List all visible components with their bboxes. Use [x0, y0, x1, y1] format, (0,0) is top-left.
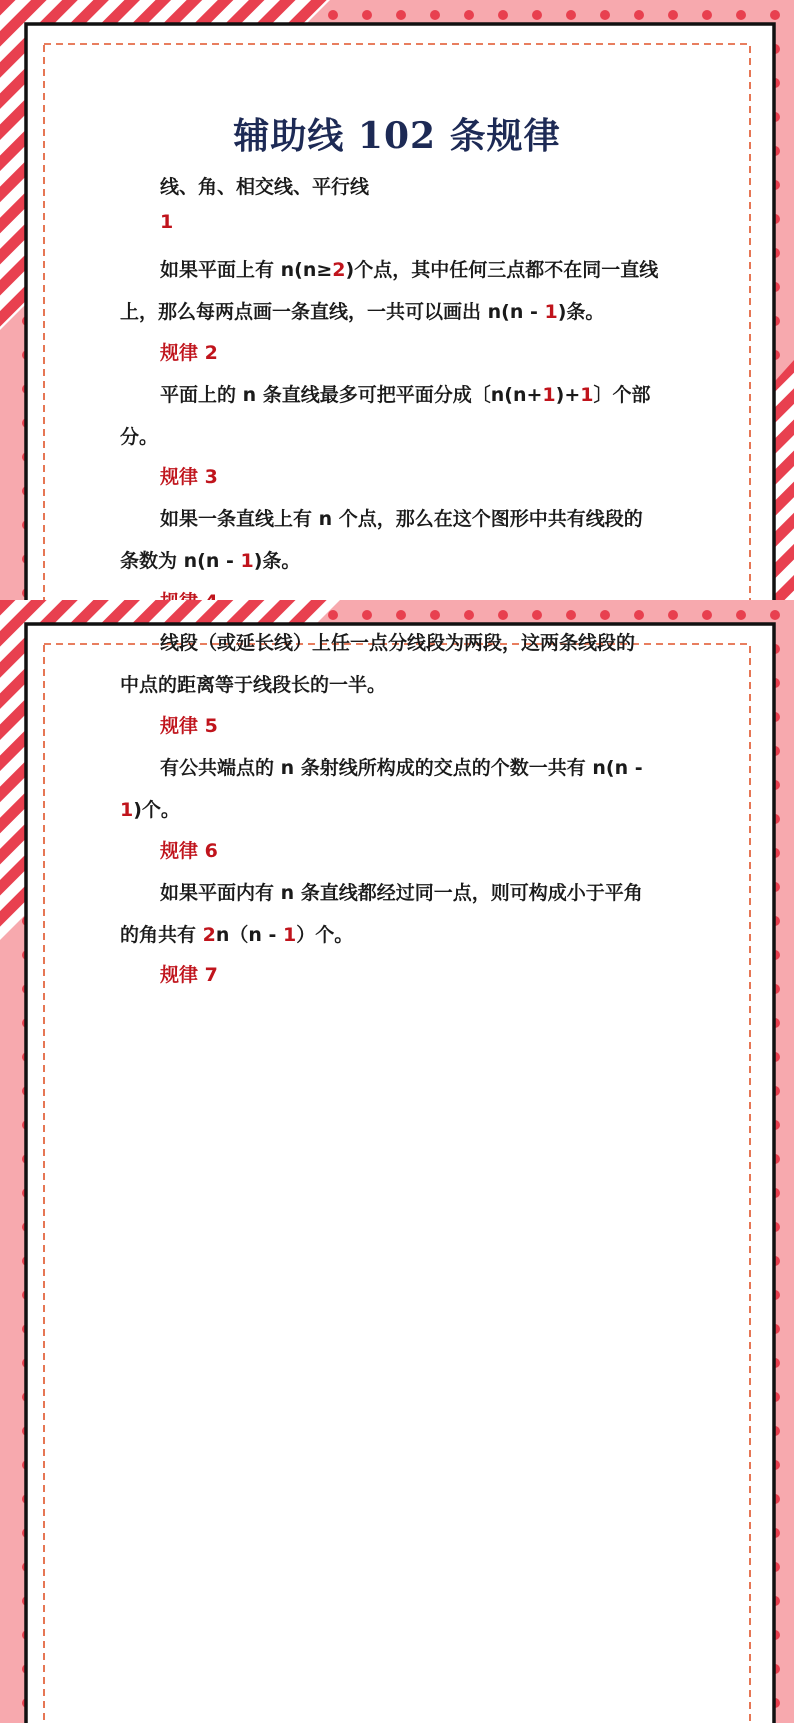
page-sheet-2 [0, 600, 794, 1123]
section-heading: 规律 5 [160, 715, 218, 737]
page-title: 辅助线 102 条规律 [233, 115, 561, 157]
section-heading: 规律 3 [160, 466, 218, 488]
paragraph-line: 的角共有 2n（n - 1）个。 [120, 924, 354, 946]
paragraph-line: 上，那么每两点画一条直线，一共可以画出 n(n - 1)条。 [120, 301, 605, 323]
section-heading: 1 [160, 211, 174, 233]
paragraph-line: 平面上的 n 条直线最多可把平面分成〔n(n+1)+1〕个部 [160, 384, 651, 406]
section-heading: 规律 6 [160, 840, 218, 862]
paragraph-line: 有公共端点的 n 条射线所构成的交点的个数一共有 n(n - [160, 757, 643, 779]
section-heading: 规律 2 [160, 342, 218, 364]
paragraph-line: 如果一条直线上有 n 个点，那么在这个图形中共有线段的 [160, 508, 643, 530]
paragraph-line: 如果平面内有 n 条直线都经过同一点，则可构成小于平角 [160, 882, 643, 904]
document-content [0, 600, 794, 1723]
paragraph-line: 中点的距离等于线段长的一半。 [120, 674, 387, 696]
subtitle: 线、角、相交线、平行线 [160, 176, 370, 198]
paragraph-line: 如果平面上有 n(n≥2)个点，其中任何三点都不在同一直线 [160, 259, 659, 281]
paragraph-line: 条数为 n(n - 1)条。 [120, 550, 301, 572]
paragraph-line: 线段（或延长线）上任一点分线段为两段，这两条线段的 [160, 632, 636, 654]
paragraph-line: 分。 [120, 426, 159, 448]
section-heading: 规律 7 [160, 964, 218, 986]
page-sheet-1 [0, 0, 794, 600]
paragraph-line: 1)个。 [120, 799, 180, 821]
